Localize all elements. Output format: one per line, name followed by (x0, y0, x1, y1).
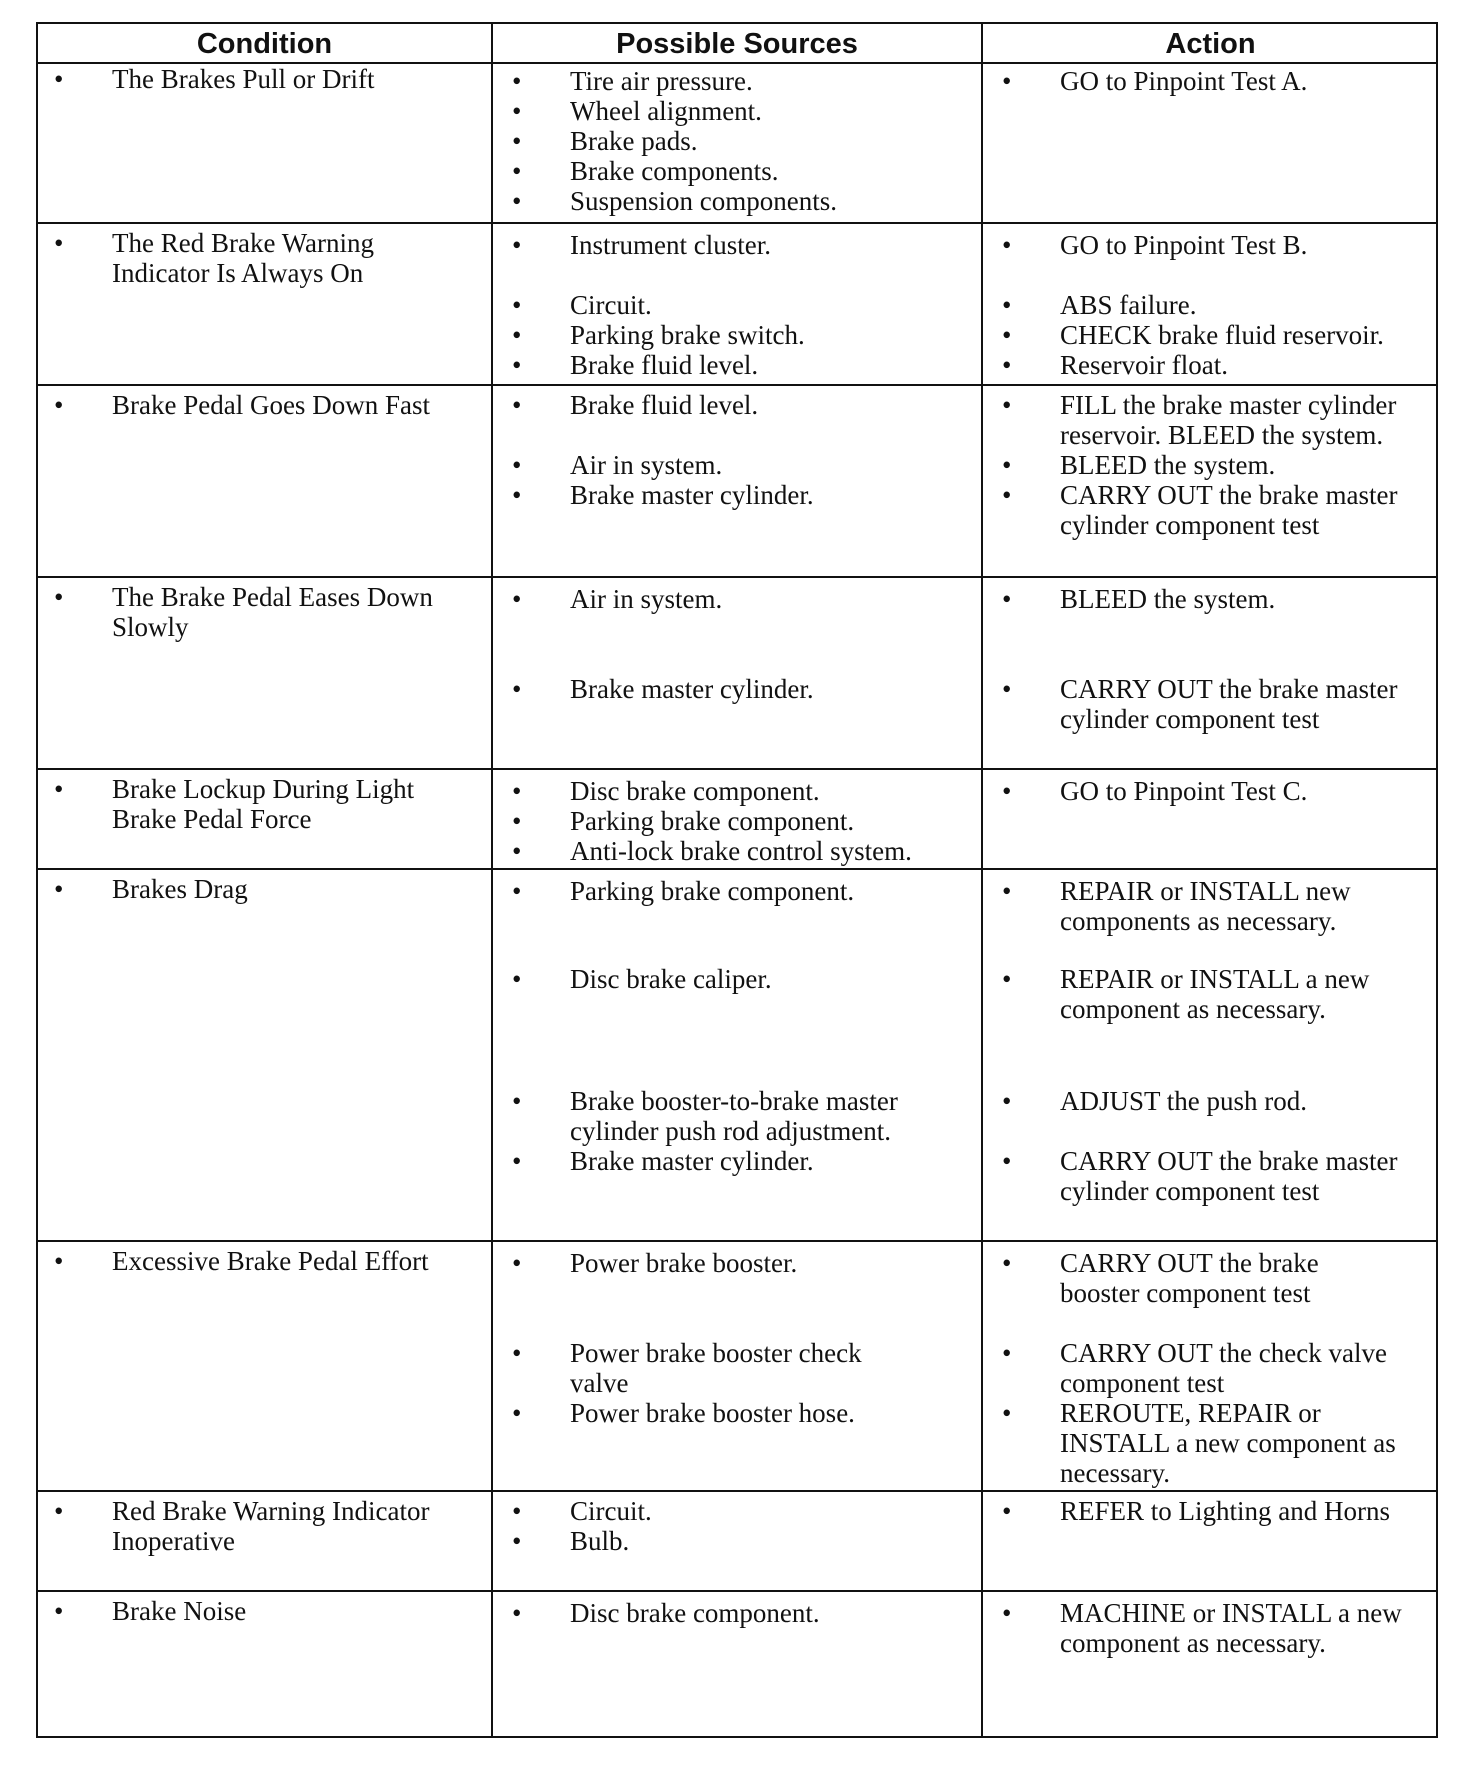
row-divider (38, 1240, 1436, 1242)
header-possible-sources: Possible Sources (616, 28, 858, 60)
row-divider (38, 1490, 1436, 1492)
header-action: Action (1165, 28, 1256, 60)
row-divider (38, 384, 1436, 386)
row-divider (38, 222, 1436, 224)
row-divider (38, 1590, 1436, 1592)
row-divider (38, 576, 1436, 578)
troubleshooting-table: Condition Possible Sources Action • The Brakes Pull or Drift • Tire air pressure. • Wheel alignment. • Brake pads. • Brake components. • Suspension components. • GO to Pinpoint Test A. • The Red Brake Warning Indicator Is Always On • Instrument cluster. • Circuit. • Parking brake switch. • Brake fluid level. • GO to Pinpoint Test B. • ABS failure. • CHECK brake fluid reservoir. • Reservoir float. • Brake Pedal Goes Down Fast • Brake fluid level. • Air in system. • Brake master cylinder. • FILL the brake master cylinder reservoir. BLEED the system. • BLEED the system. • CARRY OUT the brake master cylinder component test • The Brake Pedal Eases Down Slowly • Air in system. • Brake master cylinder. • BLEED the system. • CARRY OUT the brake master cylinder component test • Brake Lockup During Light Brake Pedal Force • Disc brake component. • Parking brake component. • Anti-lock brake control system. • GO to Pinpoint Test C. • Brakes Drag • Parking brake component. • Disc brake caliper. • Brake booster-to-brake master cylinder push rod adjustment. • Brake master cylinder. • REPAIR or INSTALL new components as necessary. • REPAIR or INSTALL a new component as necessary. • ADJUST the push rod. • CARRY OUT the brake master cylinder component test • Excessive Brake Pedal Effort • Power brake booster. • Power brake booster check valve • Power brake booster hose. • CARRY OUT the brake booster component test • CARRY OUT the check valve component test • REROUTE, REPAIR or INSTALL a new component as necessary. • Red Brake Warning Indicator Inoperative • Circuit. • Bulb. • REFER to Lighting and Horns • Brake Noise • Disc brake component. • MACHINE or INSTALL a new component as necessary. (36, 22, 1438, 1738)
header-condition: Condition (196, 28, 333, 60)
reference-link-text: Lighting and Horns (1178, 1496, 1391, 1526)
row-divider (38, 768, 1436, 770)
column-divider (491, 24, 493, 1736)
row-divider (38, 868, 1436, 870)
